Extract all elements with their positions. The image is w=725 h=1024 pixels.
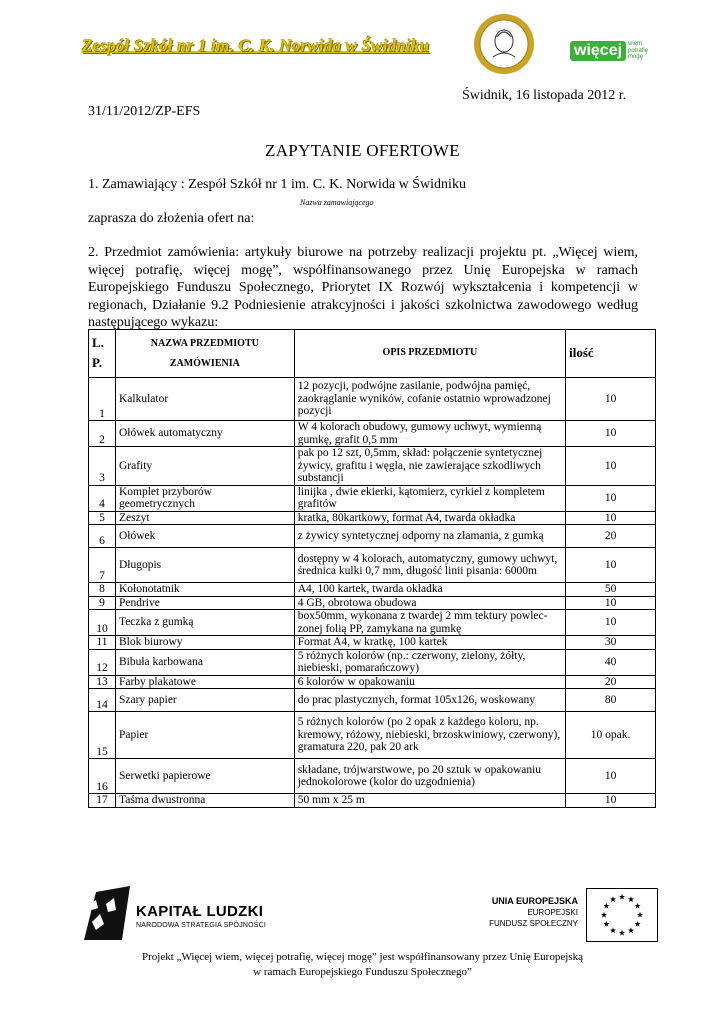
item-quantity: 40: [566, 649, 656, 675]
item-description: 5 różnych kolorów (po 2 opak z każdego koloru, np. kremowy, różowy, niebieski, brzoskwiniowy, czerwony), gramatura 220, pak 20 ark: [294, 712, 565, 759]
row-number: 16: [89, 759, 116, 794]
przedmiot-paragraph: 2. Przedmiot zamówienia: artykuły biurowe na potrzeby realizacji projektu pt. „Więcej wiem, więcej potrafię, więcej mogę”, współfinansowanego przez Unię Europejska w ramach Europejskiego Funduszu Społecznego, Priorytet IX Rozwój wykształcenia i kompetencji w regionach, Działanie 9.2 Podniesienie atrakcyjności i jakości szkolnictwa zawodowego według następującego wykazu:: [88, 245, 638, 330]
table-row: [89, 525, 656, 548]
table-row: [89, 689, 656, 712]
items-table: [88, 329, 656, 808]
item-quantity: 20: [566, 675, 656, 689]
table-row: [89, 421, 656, 447]
item-quantity: 10: [566, 548, 656, 583]
row-number: 15: [89, 712, 116, 759]
item-quantity: 10: [566, 447, 656, 486]
item-quantity: 10: [566, 610, 656, 636]
table-row: [89, 712, 656, 759]
header-description: OPIS PRZEDMIOTU: [294, 330, 565, 378]
table-row: [89, 447, 656, 486]
page-title: ZAPYTANIE OFERTOWE: [265, 141, 460, 160]
kapital-ludzki-title: KAPITAŁ LUDZKI: [136, 903, 264, 920]
school-name-header: Zespół Szkół nr 1 im. C. K. Norwida w Świdniku: [82, 36, 430, 55]
item-description: box50mm, wykonana z twardej 2 mm tektury powleczonej folią PP, zamykana na gumkę: [294, 610, 565, 636]
row-number: 5: [89, 511, 116, 525]
item-name: Szary papier: [115, 689, 294, 712]
row-number: 3: [89, 447, 116, 486]
item-quantity: 10: [566, 485, 656, 511]
item-quantity: 10 opak.: [566, 712, 656, 759]
item-quantity: 10: [566, 596, 656, 610]
item-description: do prac plastycznych, format 105x126, woskowany: [294, 689, 565, 712]
wiecej-logo-side: wiem potrafię mogę: [628, 41, 649, 61]
item-quantity: 10: [566, 378, 656, 421]
item-description: składane, trójwarstwowe, po 20 sztuk w opakowaniu jednokolorowe (kolor do uzgodnienia): [294, 759, 565, 794]
project-footer: [0, 950, 725, 980]
row-number: 2: [89, 421, 116, 447]
item-quantity: 10: [566, 421, 656, 447]
row-number: 6: [89, 525, 116, 548]
table-row: [89, 485, 656, 511]
table-row: [89, 610, 656, 636]
item-name: Pendrive: [115, 596, 294, 610]
item-description: A4, 100 kartek, twarda okładka: [294, 583, 565, 597]
item-name: Bibuła karbowana: [115, 649, 294, 675]
footer-line1: Projekt „Więcej wiem, więcej potrafię, więcej mogę” jest współfinansowany przez Unię Europejską: [142, 951, 583, 963]
item-description: W 4 kolorach obudowy, gumowy uchwyt, wymienną gumkę, grafit 0,5 mm: [294, 421, 565, 447]
table-row: [89, 675, 656, 689]
table-row: [89, 649, 656, 675]
footer-line2: w ramach Europejskiego Funduszu Społecznego”: [253, 966, 472, 978]
row-number: 10: [89, 610, 116, 636]
item-quantity: 30: [566, 636, 656, 650]
eu-line1: UNIA EUROPEJSKA: [491, 896, 578, 906]
item-name: Komplet przyborów geometrycznych: [115, 485, 294, 511]
document-date: Świdnik, 16 listopada 2012 r.: [462, 88, 627, 103]
item-quantity: 10: [566, 794, 656, 808]
item-description: 12 pozycji, podwójne zasilanie, podwójna pamięć, zaokrąglanie wyników, cofanie ostatnio wprowadzonej pozycji: [294, 378, 565, 421]
kapital-ludzki-subtitle: NARODOWA STRATEGIA SPÓJNOŚCI: [136, 922, 267, 929]
header-name: NAZWA PRZEDMIOTU ZAMÓWIENIA: [115, 330, 294, 378]
item-quantity: 20: [566, 525, 656, 548]
row-number: 12: [89, 649, 116, 675]
row-number: 13: [89, 675, 116, 689]
item-description: Format A4, w kratkę, 100 kartek: [294, 636, 565, 650]
eu-text-block: [460, 895, 578, 929]
eu-flag-icon: [586, 888, 658, 942]
item-description: z żywicy syntetycznej odporny na złamania, z gumką: [294, 525, 565, 548]
item-quantity: 10: [566, 759, 656, 794]
item-description: pak po 12 szt, 0,5mm, skład: połączenie syntetycznej żywicy, grafitu i węgla, nie zawierające szkodliwych substancji: [294, 447, 565, 486]
item-name: Kalkulator: [115, 378, 294, 421]
item-description: dostępny w 4 kolorach, automatyczny, gumowy uchwyt, średnica kulki 0,7 mm, długość linii pisania: 6000m: [294, 548, 565, 583]
table-row: [89, 636, 656, 650]
item-name: Grafity: [115, 447, 294, 486]
table-row: [89, 378, 656, 421]
header-quantity: ilość: [566, 330, 656, 378]
item-name: Serwetki papierowe: [115, 759, 294, 794]
invite-line: zaprasza do złożenia ofert na:: [88, 211, 255, 226]
row-number: 1: [89, 378, 116, 421]
wiecej-project-logo: [570, 40, 656, 62]
eu-line3: FUNDUSZ SPOŁECZNY: [489, 919, 578, 928]
item-name: Ołówek automatyczny: [115, 421, 294, 447]
table-row: [89, 794, 656, 808]
reference-number: 31/11/2012/ZP-EFS: [88, 104, 201, 119]
item-description: 50 mm x 25 m: [294, 794, 565, 808]
table-row: [89, 759, 656, 794]
zamawiajacy-line: 1. Zamawiający : Zespół Szkół nr 1 im. C. K. Norwida w Świdniku: [88, 177, 466, 192]
item-name: Ołówek: [115, 525, 294, 548]
school-seal-logo: [473, 13, 535, 75]
item-name: Długopis: [115, 548, 294, 583]
item-name: Farby plakatowe: [115, 675, 294, 689]
item-description: 5 różnych kolorów (np.: czerwony, zielony, żółty, niebieski, pomarańczowy): [294, 649, 565, 675]
item-quantity: 10: [566, 511, 656, 525]
item-name: Kołonotatnik: [115, 583, 294, 597]
wiecej-logo-main: więcej: [570, 41, 626, 61]
row-number: 17: [89, 794, 116, 808]
item-name: Papier: [115, 712, 294, 759]
item-description: 6 kolorów w opakowaniu: [294, 675, 565, 689]
table-row: [89, 511, 656, 525]
item-name: Zeszyt: [115, 511, 294, 525]
item-description: kratka, 80kartkowy, format A4, twarda okładka: [294, 511, 565, 525]
row-number: 14: [89, 689, 116, 712]
row-number: 8: [89, 583, 116, 597]
table-row: [89, 596, 656, 610]
row-number: 7: [89, 548, 116, 583]
table-row: [89, 583, 656, 597]
item-description: 4 GB, obrotowa obudowa: [294, 596, 565, 610]
eu-line2: EUROPEJSKI: [527, 908, 578, 917]
item-name: Taśma dwustronna: [115, 794, 294, 808]
table-row: [89, 548, 656, 583]
row-number: 11: [89, 636, 116, 650]
header-lp: L. P.: [89, 330, 116, 378]
item-quantity: 50: [566, 583, 656, 597]
item-name: Blok biurowy: [115, 636, 294, 650]
table-header-row: [89, 330, 656, 378]
item-description: linijka , dwie ekierki, kątomierz, cyrkiel z kompletem grafitów: [294, 485, 565, 511]
zamawiajacy-note: Nazwa zamawiającego: [300, 198, 374, 207]
item-quantity: 80: [566, 689, 656, 712]
row-number: 9: [89, 596, 116, 610]
item-name: Teczka z gumką: [115, 610, 294, 636]
row-number: 4: [89, 485, 116, 511]
